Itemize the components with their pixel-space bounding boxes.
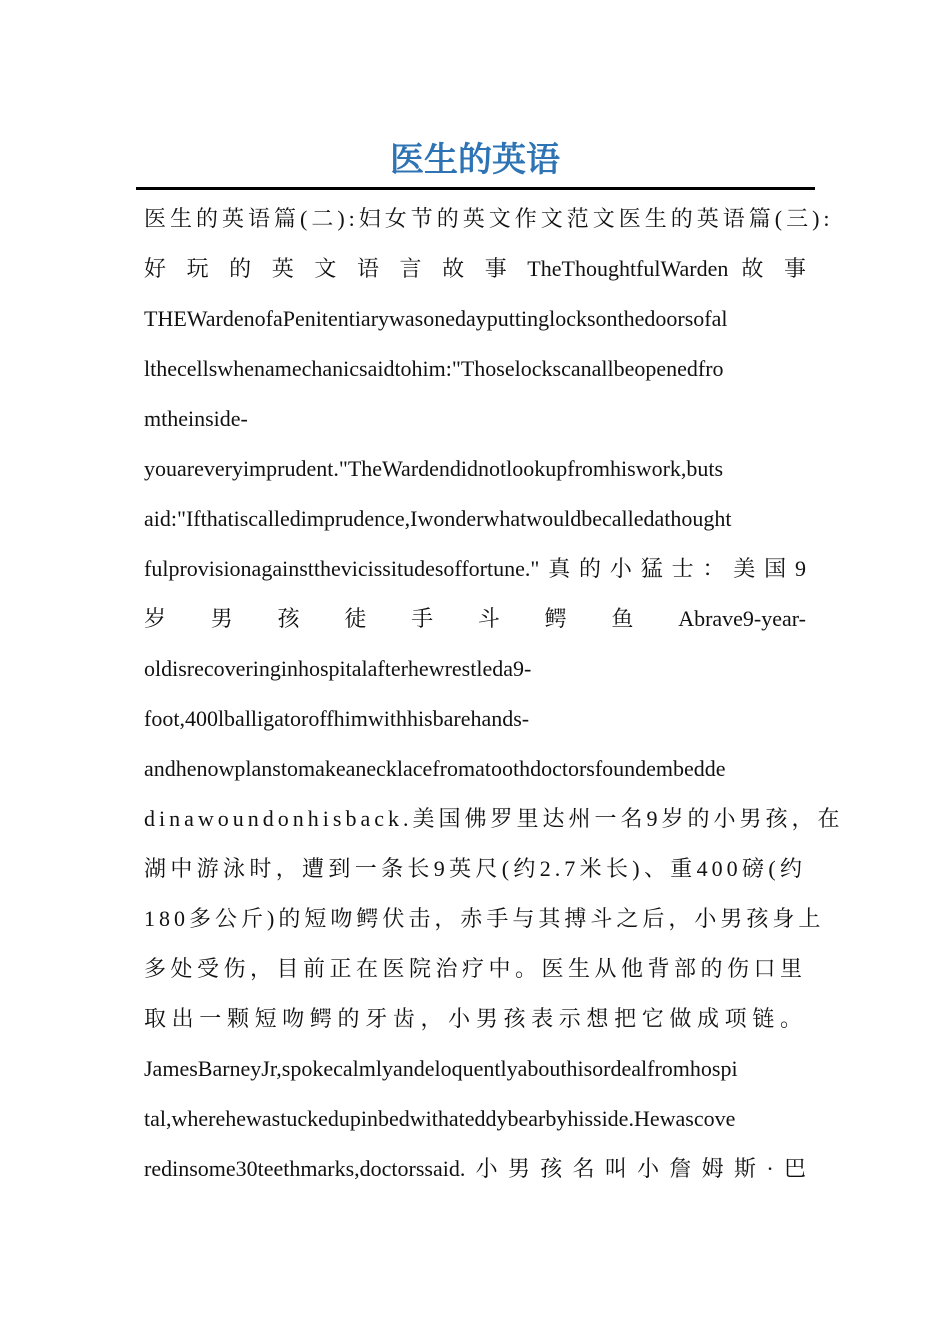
text-line: 好 玩 的 英 文 语 言 故 事 TheThoughtfulWarden 故 事	[144, 256, 806, 281]
text-line: youareveryimprudent."TheWardendidnotlookupfromhiswork,buts	[144, 456, 724, 481]
text-line: redinsome30teethmarks,doctorssaid.小男孩名叫小詹姆斯·巴	[144, 1156, 806, 1181]
text-line: aid:"Ifthatiscalledimprudence,Iwonderwhatwouldbecalledathought	[144, 506, 732, 531]
text-line: JamesBarneyJr,spokecalmlyandeloquentlyabouthisordealfromhospi	[144, 1056, 738, 1081]
text-line: 取出一颗短吻鳄的牙齿，小男孩表示想把它做成项链。	[144, 1006, 806, 1031]
text-line: andhenowplanstomakeanecklacefromatoothdoctorsfoundembedde	[144, 756, 726, 781]
text-line: 湖中游泳时，遭到一条长9英尺(约2.7米长)、重400磅(约	[144, 856, 806, 881]
document-body	[144, 194, 844, 1194]
text-line: 岁 男 孩 徒 手 斗 鳄 鱼 Abrave9-year-	[144, 606, 806, 631]
title-divider	[136, 187, 815, 190]
text-line: mtheinside-	[144, 406, 248, 431]
text-line: fulprovisionagainstthevicissitudesoffortune."真的小猛士：美国9	[144, 556, 806, 581]
text-line: lthecellswhenamechanicsaidtohim:"Thoselockscanallbeopenedfro	[144, 356, 724, 381]
text-line: foot,400lballigatoroffhimwithhisbarehands-	[144, 706, 530, 731]
text-line: oldisrecoveringinhospitalafterhewrestleda9-	[144, 656, 532, 681]
text-line: dinawoundonhisback.美国佛罗里达州一名9岁的小男孩，在	[144, 806, 844, 831]
text-line: 医生的英语篇(二):妇女节的英文作文范文医生的英语篇(三):	[144, 206, 834, 231]
text-line: 多处受伤，目前正在医院治疗中。医生从他背部的伤口里	[144, 956, 806, 981]
text-line: tal,wherehewastuckedupinbedwithateddybearbyhisside.Hewascove	[144, 1106, 736, 1131]
text-line: THEWardenofaPenitentiarywasonedayputtinglocksonthedoorsofal	[144, 306, 728, 331]
document-title: 医生的英语	[390, 140, 560, 180]
text-line: 180多公斤)的短吻鳄伏击，赤手与其搏斗之后，小男孩身上	[144, 906, 825, 931]
